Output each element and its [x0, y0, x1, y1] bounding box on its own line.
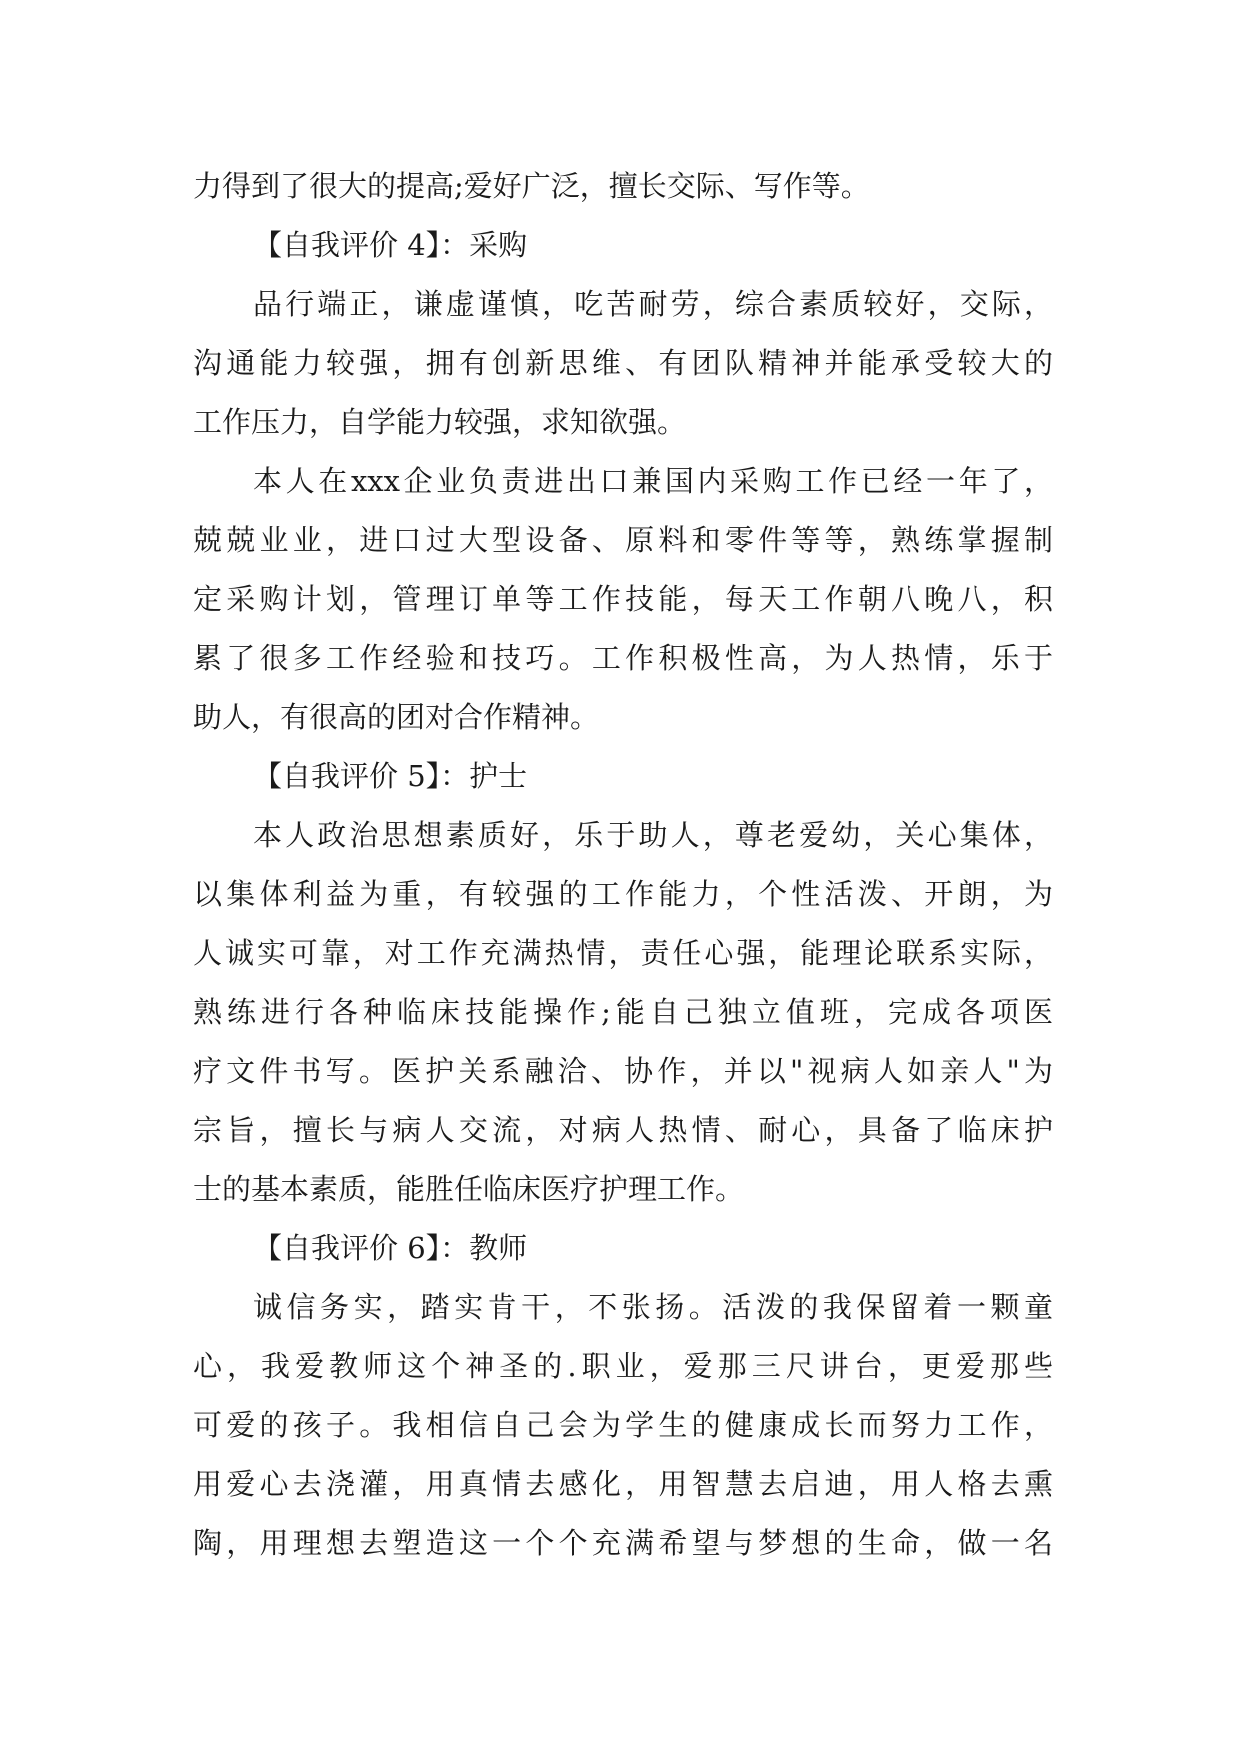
paragraph-line: 本人在xxx企业负责进出口兼国内采购工作已经一年了，	[253, 464, 1053, 498]
paragraph-line: 心，我爱教师这个神圣的.职业，爱那三尺讲台，更爱那些	[193, 1349, 1053, 1383]
paragraph-line: 沟通能力较强，拥有创新思维、有团队精神并能承受较大的	[193, 346, 1053, 380]
paragraph-line: 陶，用理想去塑造这一个个充满希望与梦想的生命，做一名	[193, 1526, 1053, 1560]
section-heading-purchasing: 【自我评价 4】：采购	[253, 228, 528, 262]
paragraph-line: 诚信务实，踏实肯干，不张扬。活泼的我保留着一颗童	[253, 1290, 1053, 1324]
paragraph-line: 熟练进行各种临床技能操作;能自己独立值班，完成各项医	[193, 995, 1053, 1029]
paragraph-line: 本人政治思想素质好，乐于助人，尊老爱幼，关心集体，	[253, 818, 1053, 852]
paragraph-line: 定采购计划，管理订单等工作技能，每天工作朝八晚八，积	[193, 582, 1053, 616]
section-heading-nurse: 【自我评价 5】：护士	[253, 759, 528, 793]
paragraph-line: 以集体利益为重，有较强的工作能力，个性活泼、开朗，为	[193, 877, 1053, 911]
paragraph-line: 疗文件书写。医护关系融洽、协作，并以"视病人如亲人"为	[193, 1054, 1053, 1088]
paragraph-line: 用爱心去浇灌，用真情去感化，用智慧去启迪，用人格去熏	[193, 1467, 1053, 1501]
paragraph-line: 士的基本素质，能胜任临床医疗护理工作。	[193, 1172, 745, 1206]
paragraph-line: 工作压力，自学能力较强，求知欲强。	[193, 405, 687, 439]
paragraph-line: 人诚实可靠，对工作充满热情，责任心强，能理论联系实际，	[193, 936, 1053, 970]
paragraph-line: 可爱的孩子。我相信自己会为学生的健康成长而努力工作，	[193, 1408, 1053, 1442]
section-heading-teacher: 【自我评价 6】：教师	[253, 1231, 528, 1265]
paragraph-line: 兢兢业业，进口过大型设备、原料和零件等等，熟练掌握制	[193, 523, 1053, 557]
paragraph-line: 助人，有很高的团对合作精神。	[193, 700, 600, 734]
paragraph-line: 力得到了很大的提高;爱好广泛，擅长交际、写作等。	[193, 169, 870, 203]
paragraph-line: 品行端正，谦虚谨慎，吃苦耐劳，综合素质较好，交际，	[253, 287, 1053, 321]
paragraph-line: 宗旨，擅长与病人交流，对病人热情、耐心，具备了临床护	[193, 1113, 1053, 1147]
paragraph-line: 累了很多工作经验和技巧。工作积极性高，为人热情，乐于	[193, 641, 1053, 675]
